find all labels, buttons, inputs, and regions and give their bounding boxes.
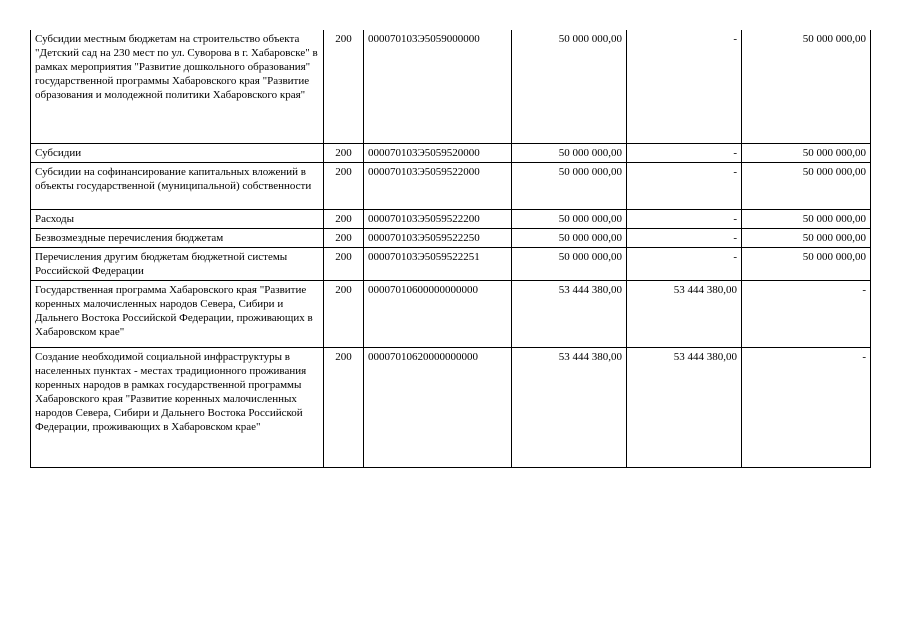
row-kbk: 00007010600000000000: [364, 280, 512, 347]
table-row: [31, 347, 871, 467]
row-name: Субсидии местным бюджетам на строительство объекта "Детский сад на 230 мест по ул. Суворова в г. Хабаровске" в рамках мероприятия "Развитие дошкольного образования" государственной программы Хабаровского края "Развитие образования и молодежной политики Хабаровского края": [31, 30, 324, 143]
row-plan: 50 000 000,00: [512, 30, 627, 143]
row-plan: 50 000 000,00: [512, 209, 627, 228]
row-remaining: -: [742, 347, 871, 467]
row-name: Создание необходимой социальной инфраструктуры в населенных пунктах - местах традиционного проживания коренных народов в рамках государственной программы Хабаровского края "Развитие коренных малочисленных народов Севера, Сибири и Дальнего Востока Российской Федерации, проживающих в Хабаровском крае": [31, 347, 324, 467]
row-name: Перечисления другим бюджетам бюджетной системы Российской Федерации: [31, 247, 324, 280]
row-name: Субсидии на софинансирование капитальных вложений в объекты государственной (муниципальной) собственности: [31, 162, 324, 209]
row-plan: 50 000 000,00: [512, 143, 627, 162]
row-executed: -: [627, 30, 742, 143]
row-code: 200: [324, 247, 364, 280]
row-kbk: 000070103Э5059520000: [364, 143, 512, 162]
row-code: 200: [324, 228, 364, 247]
row-plan: 50 000 000,00: [512, 247, 627, 280]
row-code: 200: [324, 209, 364, 228]
row-kbk: 00007010620000000000: [364, 347, 512, 467]
table-row: [31, 280, 871, 347]
row-remaining: 50 000 000,00: [742, 228, 871, 247]
row-remaining: -: [742, 280, 871, 347]
row-executed: 53 444 380,00: [627, 347, 742, 467]
row-remaining: 50 000 000,00: [742, 209, 871, 228]
row-remaining: 50 000 000,00: [742, 30, 871, 143]
budget-table: [30, 30, 871, 468]
row-executed: -: [627, 162, 742, 209]
row-remaining: 50 000 000,00: [742, 143, 871, 162]
row-name: Субсидии: [31, 143, 324, 162]
table-row: [31, 30, 871, 143]
row-remaining: 50 000 000,00: [742, 162, 871, 209]
row-executed: -: [627, 228, 742, 247]
row-executed: -: [627, 209, 742, 228]
row-executed: -: [627, 143, 742, 162]
row-kbk: 000070103Э5059522250: [364, 228, 512, 247]
row-kbk: 000070103Э5059522200: [364, 209, 512, 228]
table-row: [31, 228, 871, 247]
table-row: [31, 247, 871, 280]
row-executed: 53 444 380,00: [627, 280, 742, 347]
row-plan: 53 444 380,00: [512, 347, 627, 467]
row-plan: 50 000 000,00: [512, 162, 627, 209]
row-plan: 50 000 000,00: [512, 228, 627, 247]
row-kbk: 000070103Э5059522251: [364, 247, 512, 280]
row-executed: -: [627, 247, 742, 280]
row-code: 200: [324, 143, 364, 162]
table-row: [31, 143, 871, 162]
row-kbk: 000070103Э5059522000: [364, 162, 512, 209]
row-plan: 53 444 380,00: [512, 280, 627, 347]
row-code: 200: [324, 30, 364, 143]
row-remaining: 50 000 000,00: [742, 247, 871, 280]
table-row: [31, 209, 871, 228]
row-code: 200: [324, 162, 364, 209]
row-name: Государственная программа Хабаровского края "Развитие коренных малочисленных народов Севера, Сибири и Дальнего Востока Российской Федерации, проживающих в Хабаровском крае": [31, 280, 324, 347]
row-kbk: 000070103Э5059000000: [364, 30, 512, 143]
row-name: Расходы: [31, 209, 324, 228]
table-row: [31, 162, 871, 209]
row-code: 200: [324, 347, 364, 467]
row-name: Безвозмездные перечисления бюджетам: [31, 228, 324, 247]
row-code: 200: [324, 280, 364, 347]
